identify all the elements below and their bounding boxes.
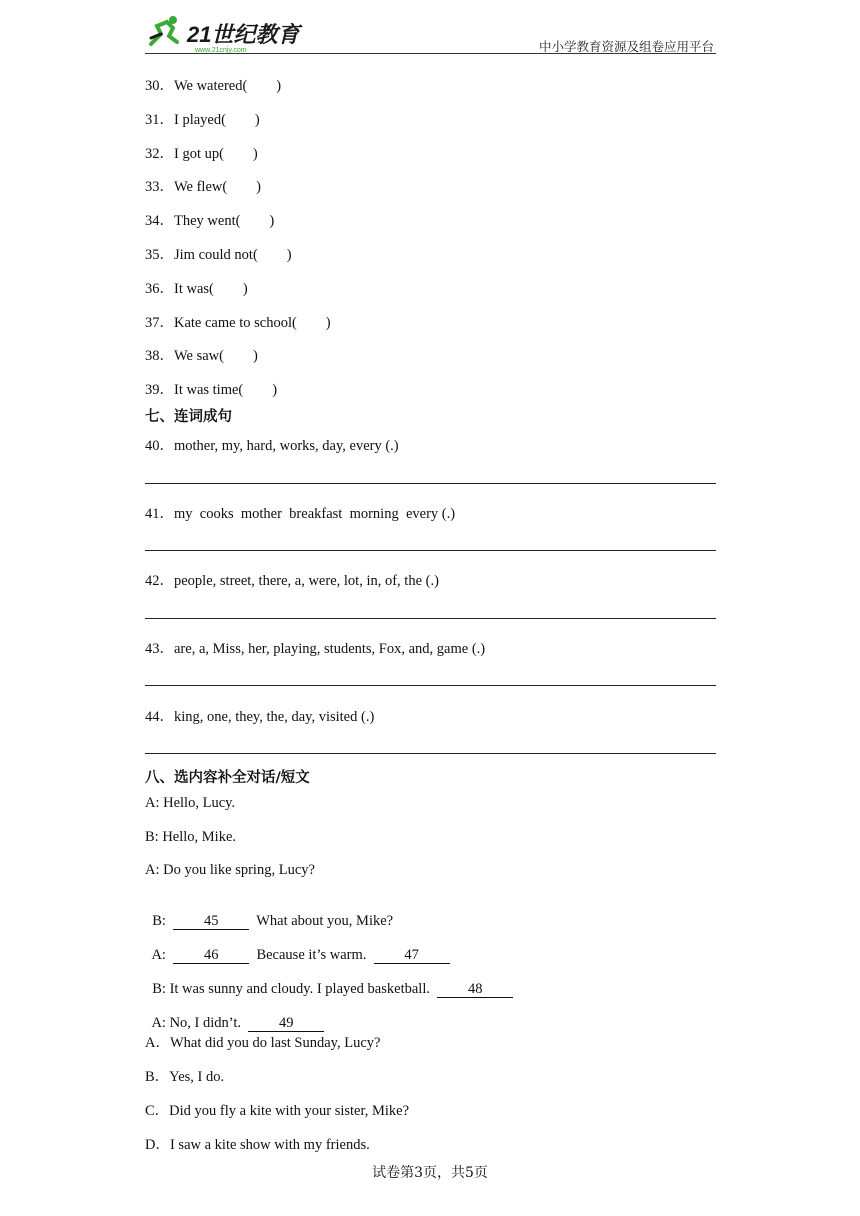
logo-runner-icon <box>147 14 322 54</box>
dialogue-line-4-suffix: What about you, Mike? <box>249 913 394 929</box>
option-a: A．What did you do last Sunday, Lucy? <box>145 1035 381 1051</box>
dialogue-line-4 <box>145 896 393 930</box>
question-37: 37．Kate came to school( ) <box>145 315 331 331</box>
platform-name: 中小学教育资源及组卷应用平台 <box>538 39 714 54</box>
answer-line-44[interactable] <box>145 753 716 754</box>
blank-49[interactable]: 49 <box>248 1016 324 1032</box>
dialogue-line-5-prefix: A: <box>151 947 174 963</box>
question-35: 35．Jim could not( ) <box>145 247 292 263</box>
dialogue-line-6 <box>145 964 513 998</box>
question-32: 32．I got up( ) <box>145 146 258 162</box>
dialogue-line-2: B: Hello, Mike. <box>145 829 237 845</box>
question-39: 39．It was time( ) <box>145 382 278 398</box>
question-33: 33．We flew( ) <box>145 179 262 195</box>
option-d: D．I saw a kite show with my friends. <box>145 1137 370 1153</box>
answer-line-40[interactable] <box>145 483 716 484</box>
question-43: 43．are, a, Miss, her, playing, students, Fox, and, game (.) <box>145 641 486 657</box>
question-41: 41．my cooks mother breakfast morning every (.) <box>145 506 456 522</box>
page-footer: 试卷第3页，共5页 <box>372 1165 488 1181</box>
option-c: C．Did you fly a kite with your sister, Mike? <box>145 1103 410 1119</box>
dialogue-line-5-mid: Because it’s warm. <box>249 947 374 963</box>
dialogue-line-4-prefix: B: <box>152 913 174 929</box>
answer-line-41[interactable] <box>145 550 716 551</box>
logo-text: 21世纪教育 <box>187 22 300 47</box>
section-8-title: 八、选内容补全对话/短文 <box>145 770 310 786</box>
question-44: 44．king, one, they, the, day, visited (.) <box>145 709 375 725</box>
dialogue-line-3: A: Do you like spring, Lucy? <box>145 862 315 878</box>
question-30: 30．We watered( ) <box>145 78 282 94</box>
dialogue-line-7-prefix: A: No, I didn’t. <box>151 1015 249 1031</box>
question-36: 36．It was( ) <box>145 281 248 297</box>
question-42: 42．people, street, there, a, were, lot, in, of, the (.) <box>145 573 439 589</box>
blank-48[interactable]: 48 <box>437 982 513 998</box>
header-divider <box>145 53 716 54</box>
logo-sub: www.21cnjy.com <box>195 47 247 54</box>
question-31: 31．I played( ) <box>145 112 260 128</box>
dialogue-line-7 <box>145 998 324 1032</box>
question-38: 38．We saw( ) <box>145 348 258 364</box>
section-7-title: 七、连词成句 <box>145 409 232 425</box>
blank-47[interactable]: 47 <box>374 948 450 964</box>
dialogue-line-6-prefix: B: It was sunny and cloudy. I played basketball. <box>152 981 438 997</box>
answer-line-42[interactable] <box>145 618 716 619</box>
dialogue-line-5 <box>145 930 450 964</box>
dialogue-line-1: A: Hello, Lucy. <box>145 795 236 811</box>
blank-45[interactable]: 45 <box>173 914 249 930</box>
question-40: 40．mother, my, hard, works, day, every (.) <box>145 438 399 454</box>
logo <box>147 14 322 54</box>
option-b: B．Yes, I do. <box>145 1069 225 1085</box>
answer-line-43[interactable] <box>145 685 716 686</box>
blank-46[interactable]: 46 <box>173 948 249 964</box>
question-34: 34．They went( ) <box>145 213 275 229</box>
